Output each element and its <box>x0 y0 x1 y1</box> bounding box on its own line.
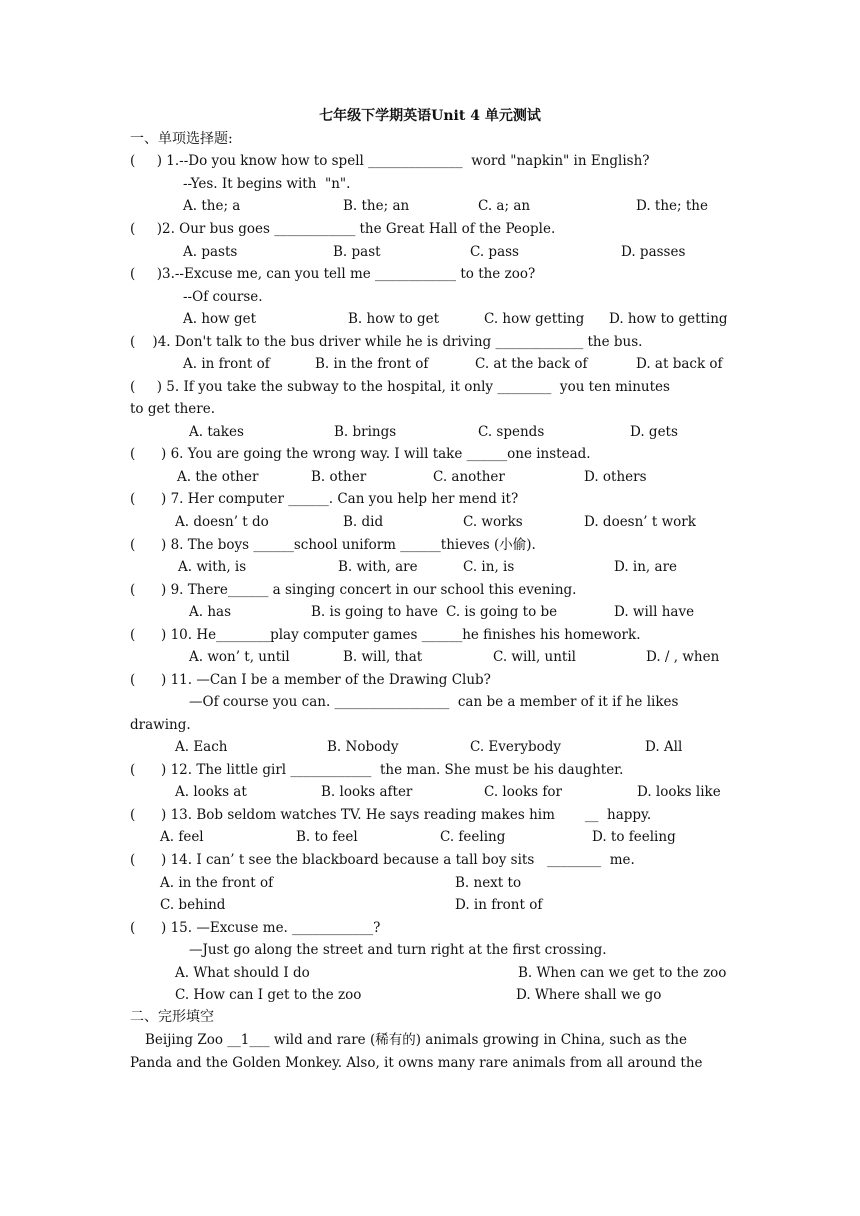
answer-option: B. to feel <box>296 829 358 845</box>
answer-option: A. won’ t, until <box>189 649 290 665</box>
text-line <box>0 849 860 871</box>
answer-option: B. the; an <box>343 198 410 214</box>
text-line <box>0 376 860 398</box>
text-line <box>0 624 860 646</box>
question-text: ( ) 11. —Can I be a member of the Drawing Club? <box>130 672 491 688</box>
question-text: ( ) 14. I can’ t see the blackboard because a tall boy sits ________ me. <box>130 852 635 868</box>
text-line <box>0 1052 860 1074</box>
answer-option: C. in, is <box>463 559 515 575</box>
text-line <box>0 534 860 556</box>
text-line <box>0 263 860 285</box>
text-line <box>0 195 860 217</box>
answer-option: D. passes <box>621 244 686 260</box>
text-line <box>0 331 860 353</box>
text-line <box>0 150 860 172</box>
text-line <box>0 804 860 826</box>
question-text: ( ) 12. The little girl ____________ the man. She must be his daughter. <box>130 762 624 778</box>
text-line <box>0 218 860 240</box>
answer-option: B. other <box>311 469 367 485</box>
answer-option: D. to feeling <box>592 829 676 845</box>
answer-option: D. looks like <box>637 784 721 800</box>
answer-option: C. works <box>463 514 523 530</box>
question-text: Panda and the Golden Monkey. Also, it owns many rare animals from all around the <box>130 1055 703 1071</box>
text-line <box>0 511 860 533</box>
answer-option: C. pass <box>470 244 519 260</box>
text-line <box>0 173 860 195</box>
question-text: --Yes. It begins with "n". <box>183 176 351 192</box>
answer-option: D. how to getting <box>609 311 728 327</box>
answer-option: B. with, are <box>338 559 418 575</box>
answer-option: B. will, that <box>343 649 423 665</box>
text-line <box>0 826 860 848</box>
answer-option: A. What should I do <box>175 965 310 981</box>
text-line <box>0 398 860 420</box>
answer-option: B. did <box>343 514 384 530</box>
answer-option: A. Each <box>175 739 228 755</box>
text-line <box>0 669 860 691</box>
text-line <box>0 443 860 465</box>
answer-option: D. in front of <box>455 897 543 913</box>
text-line <box>0 421 860 443</box>
question-text: ( ) 6. You are going the wrong way. I will take ______one instead. <box>130 446 591 462</box>
answer-option: C. feeling <box>440 829 506 845</box>
answer-option: A. takes <box>189 424 244 440</box>
answer-option: B. When can we get to the zoo <box>518 965 727 981</box>
text-line <box>0 736 860 758</box>
question-text: ( )3.--Excuse me, can you tell me ____________ to the zoo? <box>130 266 536 282</box>
answer-option: A. pasts <box>183 244 238 260</box>
answer-option: B. in the front of <box>315 356 429 372</box>
text-line <box>0 1029 860 1051</box>
question-text: ( ) 1.--Do you know how to spell ______________ word "napkin" in English? <box>130 153 650 169</box>
text-line <box>0 466 860 488</box>
answer-option: D. / , when <box>646 649 720 665</box>
text-line <box>0 556 860 578</box>
answer-option: D. will have <box>614 604 695 620</box>
text-line <box>0 241 860 263</box>
question-text: --Of course. <box>183 289 263 305</box>
answer-option: A. with, is <box>178 559 247 575</box>
question-text: ( ) 8. The boys ______school uniform ______thieves (小偷). <box>130 537 536 553</box>
question-text: ( )4. Don't talk to the bus driver while he is driving _____________ the bus. <box>130 334 643 350</box>
text-line <box>0 646 860 668</box>
answer-option: A. in the front of <box>160 875 274 891</box>
answer-option: B. looks after <box>321 784 413 800</box>
answer-option: D. the; the <box>636 198 708 214</box>
section-heading-single-choice: 一、单项选择题: <box>130 131 233 147</box>
text-line <box>0 781 860 803</box>
section-heading-cloze: 二、完形填空 <box>130 1009 214 1025</box>
answer-option: C. Everybody <box>470 739 562 755</box>
question-text: ( ) 13. Bob seldom watches TV. He says reading makes him __ happy. <box>130 807 652 823</box>
answer-option: B. brings <box>334 424 397 440</box>
answer-option: B. how to get <box>348 311 440 327</box>
text-line <box>0 286 860 308</box>
answer-option: A. the; a <box>183 198 241 214</box>
answer-option: B. Nobody <box>327 739 399 755</box>
answer-option: B. next to <box>455 875 522 891</box>
question-text: drawing. <box>130 717 191 733</box>
text-line <box>0 714 860 736</box>
answer-option: C. will, until <box>493 649 576 665</box>
question-text: —Just go along the street and turn right at the first crossing. <box>189 942 607 958</box>
answer-option: D. gets <box>630 424 678 440</box>
answer-option: C. behind <box>160 897 226 913</box>
answer-option: A. the other <box>177 469 259 485</box>
text-line <box>0 579 860 601</box>
text-line <box>0 984 860 1006</box>
question-text: ( ) 5. If you take the subway to the hospital, it only ________ you ten minutes <box>130 379 670 395</box>
question-text: ( ) 9. There______ a singing concert in our school this evening. <box>130 582 577 598</box>
question-text: ( ) 15. —Excuse me. ____________? <box>130 920 381 936</box>
text-line <box>0 601 860 623</box>
answer-option: A. has <box>189 604 232 620</box>
answer-option: D. Where shall we go <box>516 987 662 1003</box>
answer-option: D. All <box>645 739 683 755</box>
answer-option: C. spends <box>478 424 545 440</box>
answer-option: B. past <box>333 244 381 260</box>
answer-option: D. doesn’ t work <box>584 514 696 530</box>
text-line <box>0 691 860 713</box>
question-text: Beijing Zoo __1___ wild and rare (稀有的) animals growing in China, such as the <box>145 1032 687 1048</box>
page-title: 七年级下学期英语Unit 4 单元测试 <box>319 108 541 124</box>
question-text: —Of course you can. _________________ can be a member of it if he likes <box>189 694 679 710</box>
text-line <box>0 353 860 375</box>
answer-option: A. doesn’ t do <box>175 514 269 530</box>
text-line <box>0 894 860 916</box>
question-text: ( )2. Our bus goes ____________ the Great Hall of the People. <box>130 221 556 237</box>
answer-option: B. is going to have <box>311 604 438 620</box>
question-text: to get there. <box>130 401 216 417</box>
answer-option: C. how getting <box>484 311 585 327</box>
text-line <box>0 488 860 510</box>
text-line <box>0 308 860 330</box>
answer-option: D. others <box>584 469 647 485</box>
answer-option: C. How can I get to the zoo <box>175 987 362 1003</box>
text-line <box>0 872 860 894</box>
text-line <box>0 962 860 984</box>
answer-option: A. in front of <box>183 356 270 372</box>
question-text: ( ) 7. Her computer ______. Can you help her mend it? <box>130 491 519 507</box>
answer-option: C. looks for <box>484 784 562 800</box>
answer-option: A. how get <box>183 311 257 327</box>
answer-option: C. at the back of <box>475 356 588 372</box>
text-line <box>0 939 860 961</box>
text-line <box>0 759 860 781</box>
text-line <box>0 917 860 939</box>
answer-option: A. looks at <box>175 784 247 800</box>
answer-option: D. in, are <box>614 559 678 575</box>
answer-option: C. another <box>433 469 505 485</box>
answer-option: C. is going to be <box>446 604 558 620</box>
question-text: ( ) 10. He________play computer games ______he finishes his homework. <box>130 627 641 643</box>
answer-option: D. at back of <box>636 356 723 372</box>
answer-option: C. a; an <box>478 198 531 214</box>
answer-option: A. feel <box>160 829 204 845</box>
